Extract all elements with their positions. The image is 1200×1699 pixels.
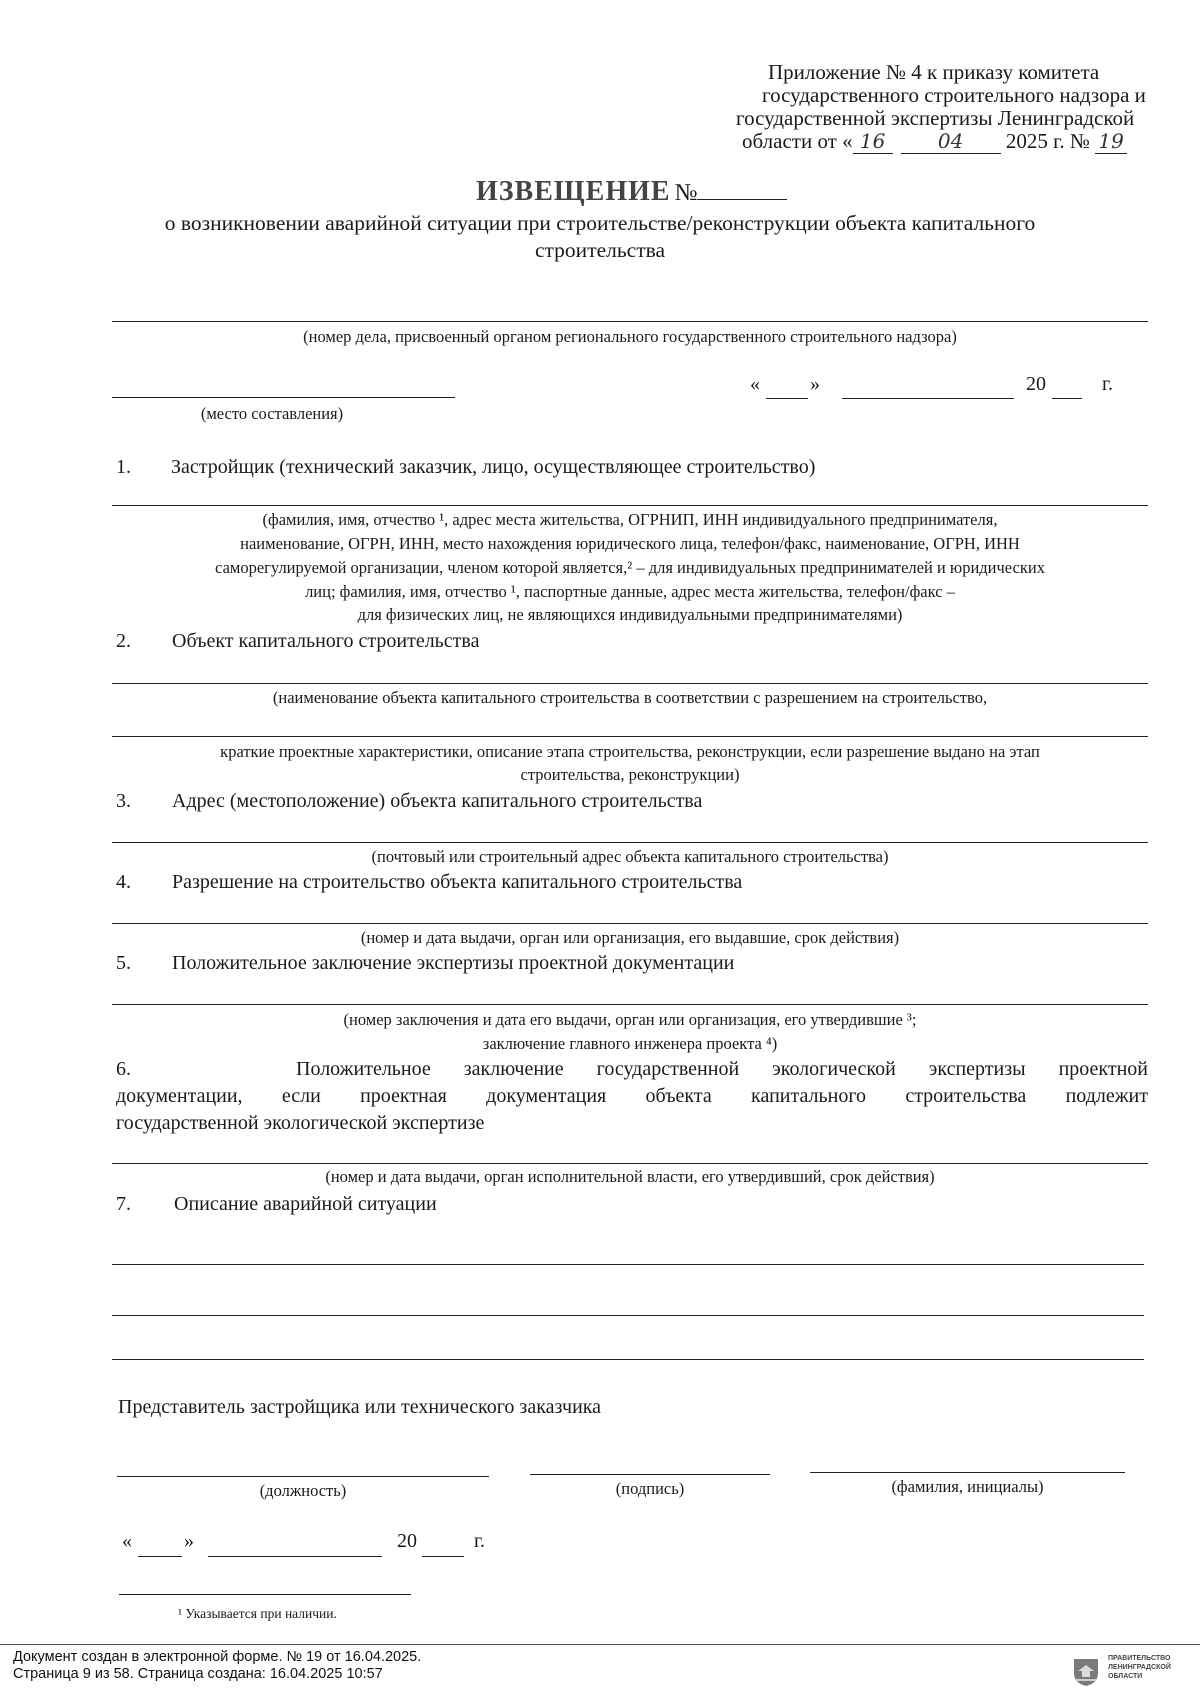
section-3-label: Адрес (местоположение) объекта капитального строительства: [172, 790, 703, 812]
section-6-text-1: Положительное заключение государственной экологической экспертизы проектной: [296, 1058, 1148, 1080]
logo-text-2: ЛЕНИНГРАДСКОЙ: [1108, 1664, 1171, 1671]
section-5-caption-1: (номер заключения и дата его выдачи, орган или организация, его утвердившие ³;: [343, 1010, 917, 1029]
section-5-number: 5.: [116, 952, 131, 974]
logo-text-1: ПРАВИТЕЛЬСТВО: [1108, 1655, 1171, 1662]
date-year-line: [1052, 398, 1082, 399]
date2-day-line: [138, 1556, 182, 1557]
approval-year: 2025 г. №: [1005, 129, 1090, 153]
date-close-quote: »: [810, 373, 820, 395]
title-izveshchenie: ИЗВЕЩЕНИЕ: [476, 176, 671, 207]
date-year-prefix: 20: [1026, 373, 1046, 395]
document-title: [476, 176, 787, 208]
section-2-line-1: [112, 683, 1148, 684]
section-2-line-2: [112, 736, 1148, 737]
date-month-line: [842, 398, 1014, 399]
place-caption: (место составления): [200, 404, 344, 423]
section-4-label: Разрешение на строительство объекта капитального строительства: [172, 871, 743, 893]
handwritten-order-number: 19: [1095, 129, 1127, 154]
section-2-label: Объект капитального строительства: [172, 630, 480, 652]
date2-close-quote: »: [184, 1530, 194, 1552]
section-2-caption-2: краткие проектные характеристики, описание этапа строительства, реконструкции, если разрешение выдано на этап: [220, 742, 1040, 761]
date2-month-line: [208, 1556, 382, 1557]
approval-line-1: Приложение № 4 к приказу комитета: [768, 60, 1100, 84]
title-number-sign: №: [674, 180, 698, 206]
approval-line-3: государственной экспертизы Ленинградской: [736, 106, 1135, 130]
approval-date-prefix: области от «: [742, 129, 853, 153]
date2-year-line: [422, 1556, 464, 1557]
case-number-caption: (номер дела, присвоенный органом регионального государственного строительного надзора): [303, 327, 957, 346]
name-line: [810, 1472, 1125, 1473]
section-6-line-3: государственной экологической экспертизе: [116, 1112, 485, 1134]
date-open-quote: «: [750, 373, 760, 395]
title-subtitle-1: о возникновении аварийной ситуации при строительстве/реконструкции объекта капитального: [164, 211, 1036, 235]
date2-open-quote: «: [122, 1530, 132, 1552]
electronic-document-footer: [0, 1644, 1200, 1699]
handwritten-day: 16: [853, 129, 893, 154]
footer-line-2: Страница 9 из 58. Страница создана: 16.04.2025 10:57: [13, 1666, 383, 1682]
case-number-line: [112, 321, 1148, 322]
section-6-caption: (номер и дата выдачи, орган исполнительной власти, его утвердивший, срок действия): [325, 1167, 935, 1186]
section-1-caption-5: для физических лиц, не являющихся индивидуальными предпринимателями): [357, 605, 903, 624]
section-1-number: 1.: [116, 456, 131, 478]
section-7-line-3: [112, 1359, 1144, 1360]
section-2-number: 2.: [116, 630, 131, 652]
footer-line-1: Документ создан в электронной форме. № 19 от 16.04.2025.: [13, 1649, 422, 1665]
handwritten-month: 04: [901, 129, 1001, 154]
section-1-line: [112, 505, 1148, 506]
date-g: г.: [1102, 373, 1113, 395]
section-6-line-1: [116, 1056, 1148, 1083]
section-5-caption-2: заключение главного инженера проекта ⁴): [482, 1034, 778, 1053]
approval-line-4: [742, 129, 1127, 154]
name-caption: (фамилия, инициалы): [891, 1477, 1044, 1496]
section-1-caption-4: лиц; фамилия, имя, отчество ¹, паспортные данные, адрес места жительства, телефон/факс –: [305, 582, 955, 601]
section-5-label: Положительное заключение экспертизы проектной документации: [172, 952, 735, 974]
signature-line: [530, 1474, 770, 1475]
section-5-line: [112, 1004, 1148, 1005]
section-6-line: [112, 1163, 1148, 1164]
footnote-separator: [119, 1594, 411, 1595]
section-7-number: 7.: [116, 1193, 131, 1215]
section-1-caption-3: саморегулируемой организации, членом которой является,² – для индивидуальных предпринимателей и юридических: [215, 558, 1045, 577]
leningrad-coat-of-arms-icon: [1072, 1657, 1100, 1687]
section-3-caption: (почтовый или строительный адрес объекта капитального строительства): [371, 847, 889, 866]
logo-text-3: ОБЛАСТИ: [1108, 1673, 1143, 1680]
date2-year-prefix: 20: [397, 1530, 417, 1552]
section-1-caption-2: наименование, ОГРН, ИНН, место нахождения юридического лица, телефон/факс, наименование, ОГРН, ИНН: [240, 534, 1020, 553]
place-line: [112, 397, 455, 398]
title-number-field: [697, 199, 787, 200]
signature-caption: (подпись): [615, 1479, 685, 1498]
section-1-caption-1: (фамилия, имя, отчество ¹, адрес места жительства, ОГРНИП, ИНН индивидуального предпринимателя,: [262, 510, 998, 529]
title-subtitle-2: строительства: [534, 238, 666, 262]
section-6-paragraph: [116, 1056, 1148, 1137]
section-3-line: [112, 842, 1148, 843]
section-7-line-1: [112, 1264, 1144, 1265]
representative-label: Представитель застройщика или технического заказчика: [118, 1396, 602, 1418]
date2-g: г.: [474, 1530, 485, 1552]
section-2-caption-1: (наименование объекта капитального строительства в соответствии с разрешением на строительство,: [272, 688, 988, 707]
section-6-number: 6.: [116, 1058, 131, 1080]
footer-logo-text: [1108, 1654, 1171, 1681]
approval-line-2: государственного строительного надзора и: [762, 83, 1146, 107]
section-2-caption-3: строительства, реконструкции): [520, 765, 740, 784]
position-caption: (должность): [259, 1481, 347, 1500]
section-4-number: 4.: [116, 871, 131, 893]
section-1-label: Застройщик (технический заказчик, лицо, осуществляющее строительство): [171, 456, 816, 478]
section-6-line-2: документации, если проектная документация объекта капитального строительства подлежит: [116, 1085, 1148, 1107]
section-4-caption: (номер и дата выдачи, орган или организация, его выдавшие, срок действия): [360, 928, 900, 947]
position-line: [117, 1476, 489, 1477]
date-day-line: [766, 398, 808, 399]
footnote-1: ¹ Указывается при наличии.: [178, 1606, 337, 1621]
section-7-label: Описание аварийной ситуации: [174, 1193, 437, 1215]
section-7-line-2: [112, 1315, 1144, 1316]
section-4-line: [112, 923, 1148, 924]
section-3-number: 3.: [116, 790, 131, 812]
